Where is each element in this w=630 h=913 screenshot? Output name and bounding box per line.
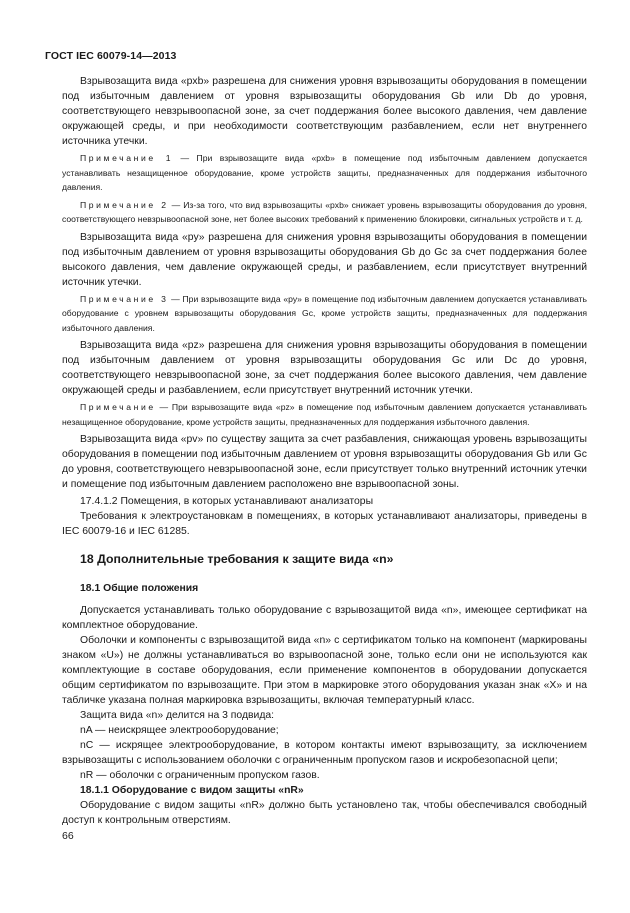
- note-4-text: — При взрывозащите вида «pz» в помещение под избыточным давлением допускается устанавливать незащищенное оборудование, кроме устройств защиты, предназначенных для поддержания избыточного давления.: [62, 402, 587, 427]
- note-2-text: — Из-за того, что вид взрывозащиты «pxb» снижает уровень взрывозащиты оборудования до уровня, соответствующего невзрывоопасной зоне, нет более высоких требований к применению блокировки, сигнальных устройств и т. д.: [62, 199, 588, 224]
- section-18-1-1-title: 18.1.1 Оборудование с видом защиты «nR»: [80, 785, 304, 796]
- section-18-1-title: 18.1 Общие положения: [80, 583, 199, 594]
- paragraph-py: Взрывозащита вида «py» разрешена для снижения уровня взрывозащиты оборудования в помещении под избыточным давлением от уровня взрывозащиты оборудования Gb до Gc за счет поддержания более высокого давления, чем давление окружающей среды, и разбавлением, если присутствует внутренний источник утечки.: [62, 231, 587, 288]
- paragraph-pz: Взрывозащита вида «pz» разрешена для снижения уровня взрывозащиты оборудования в помещении под избыточным давлением от уровня взрывозащиты оборудования Gc или Dc до уровня, соответствующего невзрывоопасной зоне, за счет поддержания более высокого давления, чем давление окружающей среды и разбавлением, если присутствует внутренний источник утечки.: [62, 340, 587, 396]
- note-1-text: — При взрывозащите вида «pxb» в помещение под избыточным давлением допускается устанавливать незащищенное оборудование, кроме устройств защиты, предназначенных для поддержания избыточного давления.: [62, 153, 587, 192]
- paragraph-enclosures: Оболочки и компоненты с взрывозащитой вида «n» с сертификатом только на компонент (маркированы знаком «U») не должны устанавливаться во взрывоопасной зоне, только если они не используются как комплектующие в составе оборудования, если применение компонентов в оборудовании допускается общим сертификатом по взрывозащите. При этом в маркировке этого оборудования указан знак «X» и на табличке указана полная маркировка взрывозащиты, включая температурный класс.: [62, 635, 587, 706]
- note-2: [62, 198, 587, 227]
- paragraph-certificate: Допускается устанавливать только оборудование с взрывозащитой вида «n», имеющее сертификат на комплектное оборудование.: [62, 605, 587, 631]
- subtype-nr: nR — оболочки с ограниченным пропуском газов.: [80, 770, 320, 781]
- note-4: [62, 400, 587, 429]
- note-3-label: Примечание 3: [80, 293, 169, 304]
- note-1-label: Примечание 1: [80, 153, 174, 163]
- clause-17-4-1-2: 17.4.1.2 Помещения, в которых устанавливают анализаторы: [80, 496, 374, 507]
- paragraph-nr-access: Оборудование с видом защиты «nR» должно быть установлено так, чтобы обеспечивался свободный доступ к контрольным отверстиям.: [62, 800, 587, 826]
- note-3-text: — При взрывозащите вида «py» в помещение под избыточным давлением допускается устанавливать оборудование с уровнем взрывозащиты оборудования Gc, кроме устройств защиты, предназначенных для поддержания избыточного давления.: [62, 293, 587, 333]
- note-2-label: Примечание 2: [80, 199, 169, 210]
- paragraph-analyzers: Требования к электроустановкам в помещениях, в которых устанавливают анализаторы, приведены в IEC 60079-16 и IEC 61285.: [62, 511, 587, 537]
- note-4-label: Примечание: [80, 402, 156, 412]
- note-3: [62, 292, 587, 336]
- page-number: 66: [62, 830, 74, 842]
- paragraph-pv: Взрывозащита вида «pv» по существу защита за счет разбавления, снижающая уровень взрывозащиты оборудования в помещении под избыточным давлением от уровня взрывозащиты оборудования Gb или Gc до уровня, соответствующего невзрывоопасной зоне, если присутствует только внутренний источник утечки и помещение под избыточным давлением расположено вне взрывоопасной зоны.: [62, 434, 587, 490]
- paragraph-pxb: Взрывозащита вида «pxb» разрешена для снижения уровня взрывозащиты оборудования в помещении под избыточным давлением от уровня взрывозащиты оборудования Gb или Db до уровня, соответствующего невзрывоопасной зоне, за счет поддержания более высокого давления, чем давление окружающей среды, и при необходимости соответствующим разбавлением, если нет внутреннего источника утечки.: [62, 76, 587, 147]
- subtype-nc: nC — искрящее электрооборудование, в котором контакты имеют взрывозащиту, за исключением взрывозащиты с использованием оболочки с ограниченным пропуском газов и искробезопасной цепи;: [62, 740, 587, 766]
- document-header: ГОСТ IEC 60079-14—2013: [45, 50, 177, 62]
- paragraph-subtypes: Защита вида «n» делится на 3 подвида:: [80, 710, 275, 721]
- section-18-title: 18 Дополнительные требования к защите вида «n»: [80, 552, 394, 566]
- document-body: [62, 74, 587, 830]
- subtype-na: nA — неискрящее электрооборудование;: [80, 725, 279, 736]
- note-1: [62, 151, 587, 195]
